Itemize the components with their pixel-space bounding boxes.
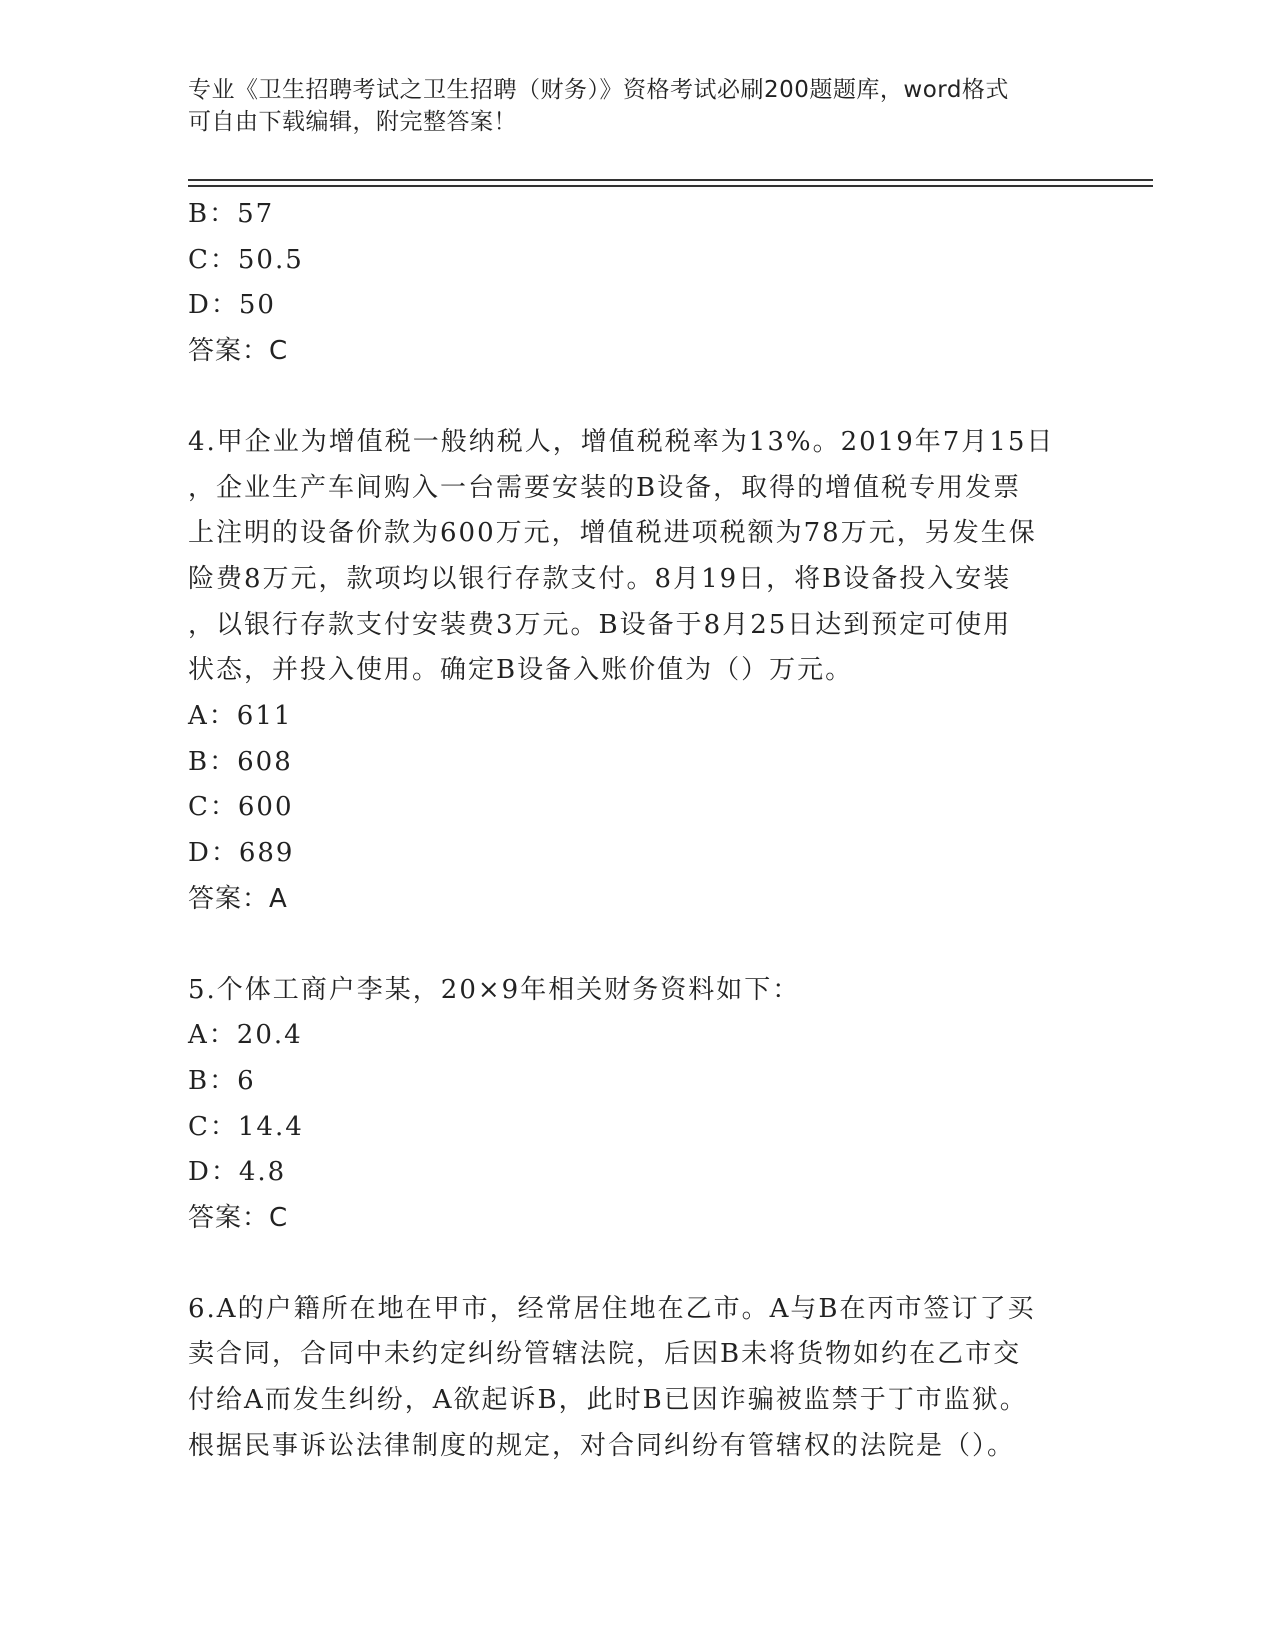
answer: 答案：C: [188, 336, 289, 367]
option-d: D：50: [188, 290, 276, 321]
question-5: [188, 968, 1073, 1242]
question-line: 根据民事诉讼法律制度的规定，对合同纠纷有管辖权的法院是（）。: [188, 1430, 1016, 1461]
question-line: 付给A而发生纠纷，A欲起诉B，此时B已因诈骗被监禁于丁市监狱。: [188, 1385, 1028, 1416]
page-header: [188, 74, 1068, 138]
header-rule-bottom: [188, 185, 1153, 187]
answer: 答案：C: [188, 1203, 289, 1234]
question-line: 5.个体工商户李某，20×9年相关财务资料如下：: [188, 974, 801, 1005]
header-rule-top: [188, 179, 1153, 181]
question-line: ，企业生产车间购入一台需要安装的B设备，取得的增值税专用发票: [188, 472, 1022, 503]
answer: 答案：A: [188, 883, 288, 914]
option-b: B：608: [188, 746, 293, 777]
option-d: D：4.8: [188, 1157, 287, 1188]
question-line: 状态，并投入使用。确定B设备入账价值为（）万元。: [188, 655, 854, 686]
option-c: C：14.4: [188, 1111, 304, 1142]
option-a: A：20.4: [188, 1020, 303, 1051]
question-line: 4.甲企业为增值税一般纳税人，增值税税率为13%。2019年7月15日: [188, 426, 1055, 457]
option-d: D：689: [188, 838, 295, 869]
header-line-2: 可自由下载编辑，附完整答案！: [188, 109, 517, 135]
option-b: B：57: [188, 199, 275, 229]
document-body: [188, 192, 1073, 1470]
question-line: 上注明的设备价款为600万元，增值税进项税额为78万元，另发生保: [188, 518, 1037, 549]
option-b: B：6: [188, 1065, 256, 1096]
question-6: [188, 1287, 1073, 1470]
option-c: C：50.5: [188, 244, 304, 275]
option-a: A：611: [188, 701, 293, 732]
option-c: C：600: [188, 792, 294, 823]
question-line: 6.A的户籍所在地在甲市，经常居住地在乙市。A与B在丙市签订了买: [188, 1293, 1036, 1324]
question-line: 险费8万元，款项均以银行存款支付。8月19日，将B设备投入安装: [188, 563, 1012, 594]
header-line-1: 专业《卫生招聘考试之卫生招聘（财务）》资格考试必刷200题题库，word格式: [188, 77, 1009, 103]
question-line: ，以银行存款支付安装费3万元。B设备于8月25日达到预定可使用: [188, 609, 1012, 640]
question-line: 卖合同，合同中未约定纠纷管辖法院，后因B未将货物如约在乙市交: [188, 1339, 1022, 1370]
question-3: [188, 192, 1073, 375]
question-4: [188, 420, 1073, 923]
